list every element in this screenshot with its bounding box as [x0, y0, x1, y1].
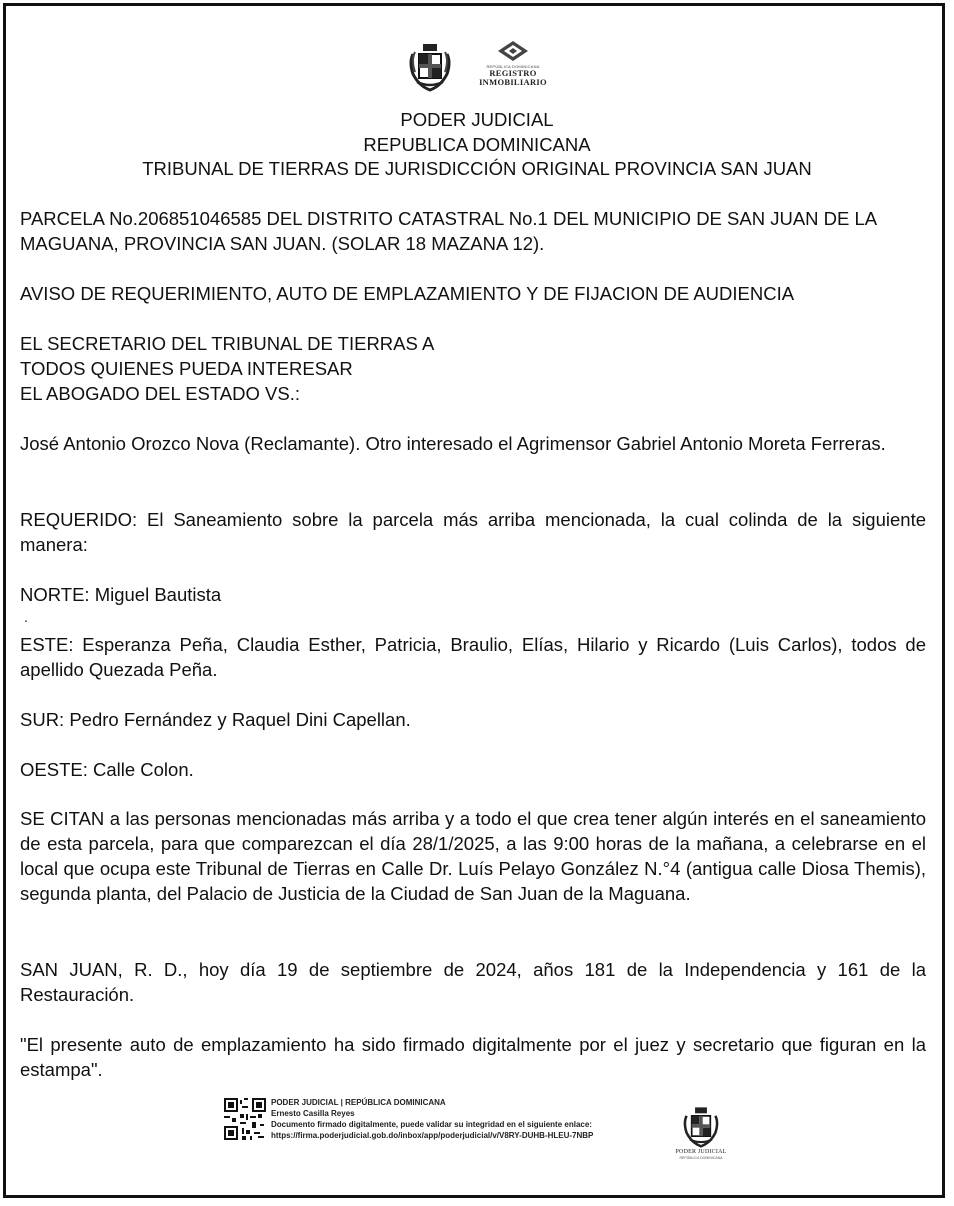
- digital-signature-block: [224, 1097, 644, 1145]
- registro-inmobiliario-logo: [477, 40, 549, 96]
- seal-subtitle: REPÚBLICA DOMINICANA: [679, 1156, 723, 1160]
- secretario-line3: EL ABOGADO DEL ESTADO VS.:: [20, 383, 300, 404]
- registro-diamond-icon: [496, 40, 530, 62]
- coat-of-arms-icon: [405, 40, 455, 92]
- poder-judicial-seal: [673, 1104, 729, 1166]
- fecha-paragraph: SAN JUAN, R. D., hoy día 19 de septiembre de 2024, años 181 de la Independencia y 161 de la Restauración.: [20, 959, 926, 1005]
- signature-line3: Documento firmado digitalmente, puede validar su integridad en el siguiente enlace:: [271, 1120, 592, 1129]
- secretario-block: [20, 331, 926, 406]
- document-header: [0, 108, 954, 182]
- signature-signer: Ernesto Casilla Reyes: [271, 1109, 355, 1118]
- stray-dot: .: [24, 609, 28, 625]
- parcela-paragraph: PARCELA No.206851046585 DEL DISTRITO CATASTRAL No.1 DEL MUNICIPIO DE SAN JUAN DE LA MAGUANA, PROVINCIA SAN JUAN. (SOLAR 18 MAZANA 12).: [20, 208, 877, 254]
- qr-code-icon[interactable]: [224, 1098, 266, 1140]
- oeste-line: OESTE: Calle Colon.: [20, 759, 194, 780]
- signature-text: [271, 1097, 593, 1141]
- header-line-republica: REPUBLICA DOMINICANA: [363, 133, 591, 155]
- header-logos: [0, 40, 954, 96]
- se-citan-paragraph: SE CITAN a las personas mencionadas más arriba y a todo el que crea tener algún interés en el saneamiento de esta parcela, para que comparezcan el día 28/1/2025, a las 9:00 horas de la mañana, a celebrarse en el local que ocupa este Tribunal de Tierras en Calle Dr. Luís Pelayo González N.°4 (antigua calle Diosa Themis), segunda planta, del Palacio de Justicia de la Ciudad de San Juan de la Maguana.: [20, 808, 926, 904]
- seal-title: PODER JUDICIAL: [675, 1149, 727, 1155]
- requerido-paragraph: REQUERIDO: El Saneamiento sobre la parcela más arriba mencionada, la cual colinda de la siguiente manera:: [20, 509, 926, 555]
- registro-line1: REGISTRO: [489, 68, 537, 78]
- registro-line2: INMOBILIARIO: [479, 77, 547, 87]
- reclamante-paragraph: José Antonio Orozco Nova (Reclamante). Otro interesado el Agrimensor Gabriel Antonio Moreta Ferreras.: [20, 433, 886, 454]
- signature-validation-link[interactable]: https://firma.poderjudicial.gob.do/inbox/app/poderjudicial/v/V8RY-DUHB-HLEU-7NBP: [271, 1131, 594, 1140]
- sur-line: SUR: Pedro Fernández y Raquel Dini Capellan.: [20, 709, 411, 730]
- aviso-heading: AVISO DE REQUERIMIENTO, AUTO DE EMPLAZAMIENTO Y DE FIJACION DE AUDIENCIA: [20, 283, 795, 304]
- coat-of-arms-icon: [679, 1104, 723, 1148]
- signature-line1: PODER JUDICIAL | REPÚBLICA DOMINICANA: [271, 1098, 446, 1107]
- firmado-paragraph: "El presente auto de emplazamiento ha sido firmado digitalmente por el juez y secretario que figuran en la estampa".: [20, 1034, 926, 1080]
- header-line-poder-judicial: PODER JUDICIAL: [400, 109, 554, 130]
- registro-subtitle: REPÚBLICA DOMINICANA: [486, 64, 540, 69]
- norte-line: NORTE: Miguel Bautista: [20, 584, 222, 605]
- secretario-line2: TODOS QUIENES PUEDA INTERESAR: [20, 358, 353, 379]
- este-paragraph: ESTE: Esperanza Peña, Claudia Esther, Patricia, Braulio, Elías, Hilario y Ricardo (Luis Carlos), todos de apellido Quezada Peña.: [20, 634, 926, 680]
- secretario-line1: EL SECRETARIO DEL TRIBUNAL DE TIERRAS A: [20, 333, 435, 354]
- header-line-tribunal: TRIBUNAL DE TIERRAS DE JURISDICCIÓN ORIGINAL PROVINCIA SAN JUAN: [142, 158, 812, 179]
